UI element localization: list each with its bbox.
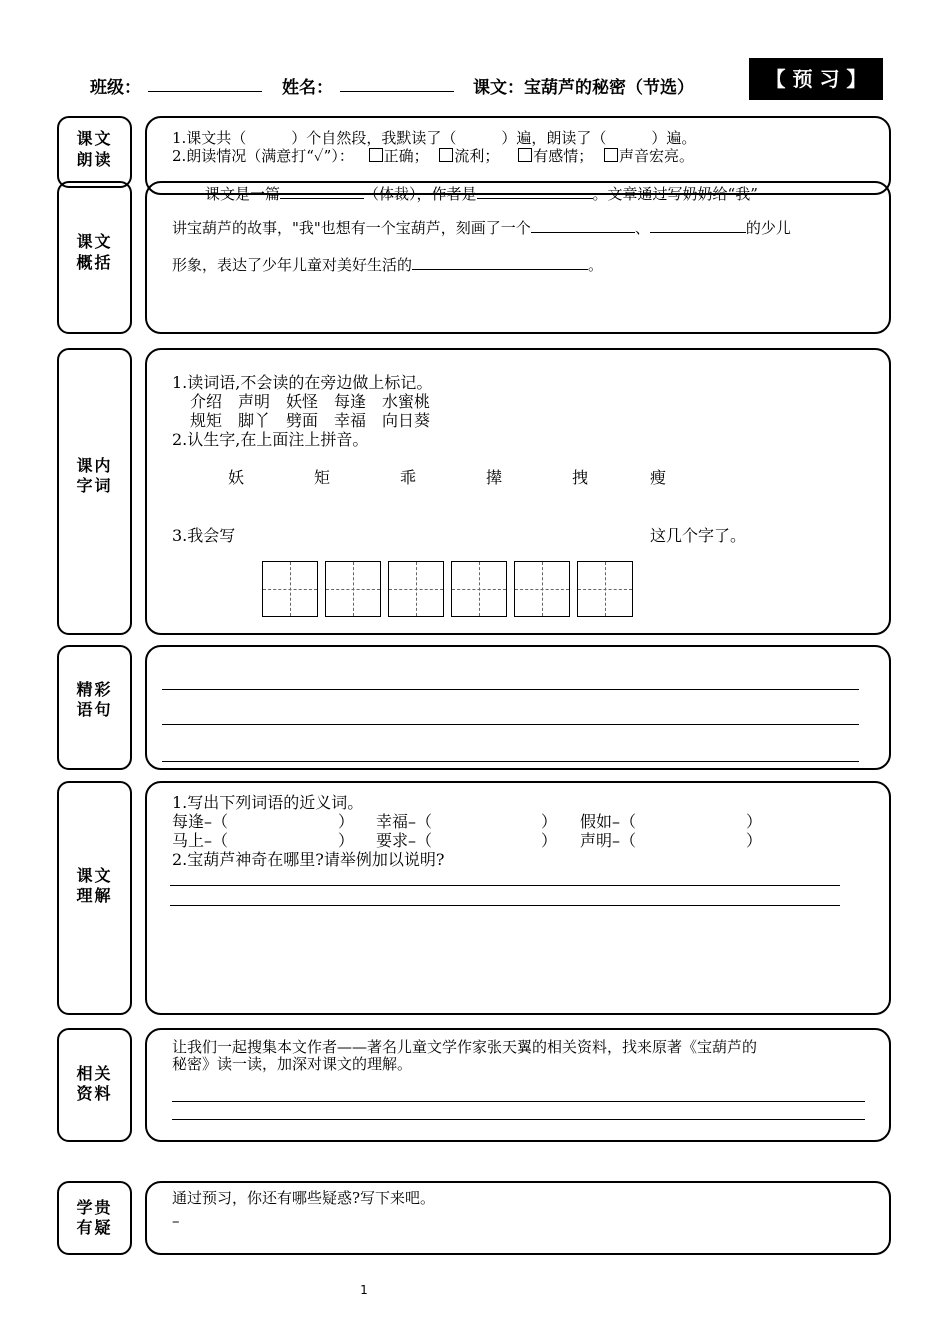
name-label: 姓名： (282, 78, 333, 98)
understanding-q2: 2.宝葫芦神奇在哪里?请举例加以说明? (172, 850, 445, 869)
writing-grid-3[interactable] (388, 561, 444, 617)
writing-grid-2[interactable] (325, 561, 381, 617)
doubts-line-1: 通过预习，你还有哪些疑惑?写下来吧。 (172, 1189, 436, 1207)
understanding-box (145, 781, 891, 1015)
answer-line-2[interactable] (170, 905, 840, 906)
materials-line-2: 秘密》读一读，加深对课文的理解。 (172, 1055, 413, 1073)
words-row-1: 介绍 声明 妖怪 每逢 水蜜桃 (190, 392, 431, 411)
words-row-2: 规矩 脚丫 劈面 幸福 向日葵 (190, 411, 431, 430)
char-3: 乖 (400, 468, 417, 487)
char-6: 瘦 (650, 468, 667, 487)
words-q3: 3.我会写 (172, 526, 236, 545)
words-q3-end: 这几个字了。 (650, 526, 747, 545)
writing-grid-5[interactable] (514, 561, 570, 617)
sentence-line-3[interactable] (162, 761, 859, 762)
words-q2: 2.认生字,在上面注上拼音。 (172, 430, 369, 449)
tag-words: 课内 字词 (57, 348, 132, 635)
author-blank[interactable] (477, 198, 593, 199)
checkbox-emotional[interactable] (518, 148, 532, 162)
class-field[interactable] (148, 75, 262, 92)
reading-line-1: 1.课文共（ ）个自然段，我默读了（ ）遍，朗读了（ ）遍。 (172, 129, 697, 147)
char-1: 妖 (228, 468, 245, 487)
summary-line-2: 讲宝葫芦的故事，"我"也想有一个宝葫芦，刻画了一个 、 的少儿 (172, 219, 791, 237)
sentence-line-1[interactable] (162, 689, 859, 690)
answer-line-1[interactable] (170, 885, 840, 886)
class-label: 班级： (90, 78, 141, 98)
tag-reading: 课文 朗读 (57, 116, 132, 188)
doubts-line-2[interactable]: – (172, 1212, 180, 1230)
materials-line-a[interactable] (172, 1101, 865, 1102)
sentences-box (145, 645, 891, 770)
tag-sentences: 精彩 语句 (57, 645, 132, 770)
writing-grid-6[interactable] (577, 561, 633, 617)
writing-grid-4[interactable] (451, 561, 507, 617)
checkbox-loud[interactable] (604, 148, 618, 162)
name-field[interactable] (340, 75, 454, 92)
preview-badge: 【 预 习 】 (749, 58, 883, 100)
materials-line-1: 让我们一起搜集本文作者——著名儿童文学作家张天翼的相关资料，找来原著《宝葫芦的 (172, 1038, 758, 1056)
tag-doubts: 学贵 有疑 (57, 1181, 132, 1255)
tag-materials: 相关 资料 (57, 1028, 132, 1142)
checkbox-correct[interactable] (369, 148, 383, 162)
tag-summary: 课文 概括 (57, 181, 132, 334)
tag-understanding: 课文 理解 (57, 781, 132, 1015)
image-blank-1[interactable] (531, 232, 635, 233)
words-q1: 1.读词语,不会读的在旁边做上标记。 (172, 373, 433, 392)
writing-grid-1[interactable] (262, 561, 318, 617)
char-5: 拽 (572, 468, 589, 487)
understanding-q1: 1.写出下列词语的近义词。 (172, 793, 364, 812)
materials-line-b[interactable] (172, 1119, 865, 1120)
page-number: 1 (360, 1283, 368, 1297)
sentence-line-2[interactable] (162, 724, 859, 725)
checkbox-fluent[interactable] (439, 148, 453, 162)
image-blank-2[interactable] (650, 232, 746, 233)
char-4: 撵 (486, 468, 503, 487)
summary-line-1: 课文是一篇 （体裁），作者是 。文章通过写奶奶给“我” (205, 185, 758, 203)
lesson-title: 课文：宝葫芦的秘密（节选） (473, 78, 694, 98)
summary-line-3: 形象，表达了少年儿童对美好生活的 。 (172, 256, 604, 274)
reading-line-2: 2.朗读情况（满意打“✓”）： 正确； 流利； 有感情； 声音宏亮。 (172, 147, 695, 165)
char-2: 矩 (314, 468, 331, 487)
genre-blank[interactable] (280, 198, 364, 199)
wish-blank[interactable] (412, 269, 588, 270)
